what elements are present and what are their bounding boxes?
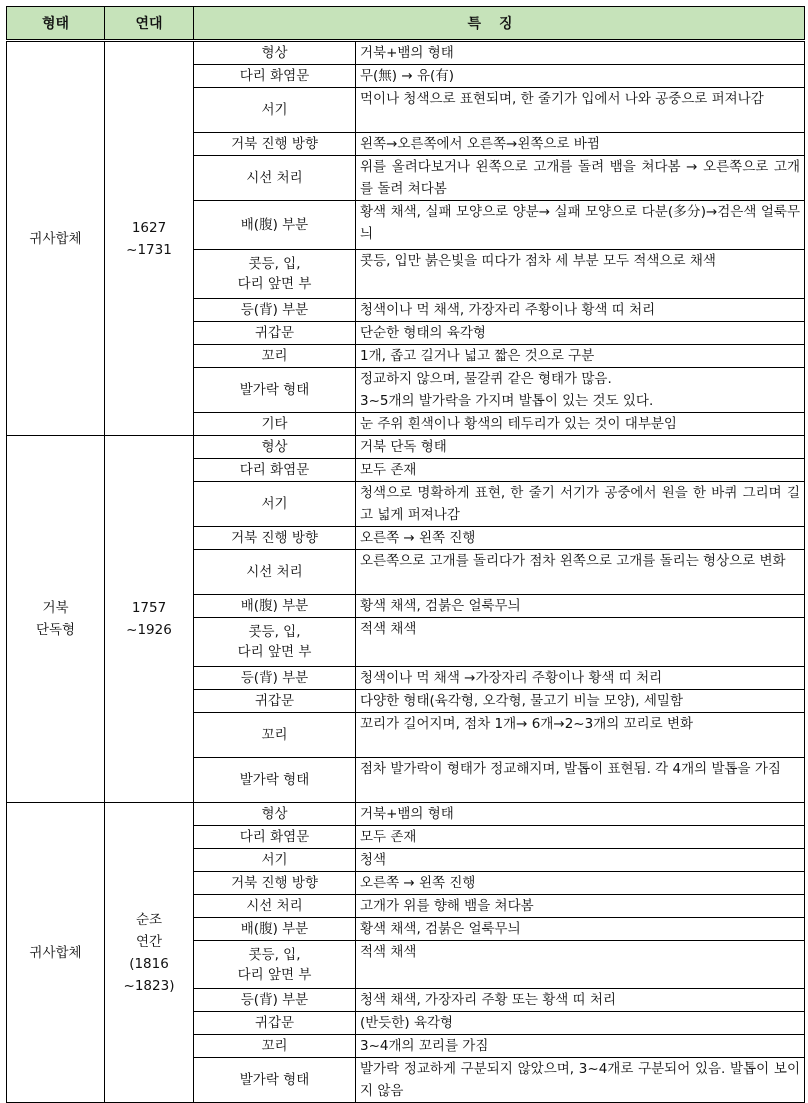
attribute-cell: 꼬리 [194, 713, 356, 758]
description-cell: 청색이나 먹 채색, 가장자리 주황이나 황색 띠 처리 [356, 299, 805, 322]
attribute-cell: 형상 [194, 803, 356, 826]
attribute-cell: 배(腹) 부분 [194, 201, 356, 250]
group-era-cell: 1627 ~1731 [105, 41, 194, 436]
table-row [7, 803, 805, 826]
description-cell: 눈 주위 흰색이나 황색의 테두리가 있는 것이 대부분임 [356, 413, 805, 436]
attribute-cell: 꼬리 [194, 345, 356, 368]
description-cell: 거북 단독 형태 [356, 436, 805, 459]
attribute-cell: 귀갑문 [194, 322, 356, 345]
characteristics-table [6, 6, 805, 1103]
description-cell: 적색 채색 [356, 618, 805, 667]
description-cell: 오른쪽으로 고개를 돌리다가 점차 왼쪽으로 고개를 돌리는 형상으로 변화 [356, 550, 805, 595]
description-cell: 청색 채색, 가장자리 주황 또는 황색 띠 처리 [356, 989, 805, 1012]
group-era-cell: 순조 연간 (1816 ~1823) [105, 803, 194, 1103]
attribute-cell: 다리 화염문 [194, 65, 356, 88]
description-cell: 점차 발가락이 형태가 정교해지며, 발톱이 표현됨. 각 4개의 발톱을 가짐 [356, 758, 805, 803]
attribute-cell: 배(腹) 부분 [194, 918, 356, 941]
description-cell: 오른쪽 → 왼쪽 진행 [356, 527, 805, 550]
description-cell: 단순한 형태의 육각형 [356, 322, 805, 345]
description-cell: 1개, 좁고 길거나 넓고 짧은 것으로 구분 [356, 345, 805, 368]
description-cell: 꼬리가 길어지며, 점차 1개→ 6개→2~3개의 꼬리로 변화 [356, 713, 805, 758]
attribute-cell: 시선 처리 [194, 550, 356, 595]
attribute-cell: 배(腹) 부분 [194, 595, 356, 618]
group-era-cell: 1757 ~1926 [105, 436, 194, 803]
attribute-cell: 등(背) 부분 [194, 667, 356, 690]
attribute-cell: 서기 [194, 849, 356, 872]
description-cell: 황색 채색, 검붉은 얼룩무늬 [356, 595, 805, 618]
description-cell: 거북+뱀의 형태 [356, 41, 805, 65]
attribute-cell: 귀갑문 [194, 1012, 356, 1035]
attribute-cell: 콧등, 입, 다리 앞면 부 [194, 618, 356, 667]
attribute-cell: 발가락 형태 [194, 1058, 356, 1103]
description-cell: 오른쪽 → 왼쪽 진행 [356, 872, 805, 895]
header-feature: 특징 [194, 7, 805, 41]
header-era: 연대 [105, 7, 194, 41]
attribute-cell: 시선 처리 [194, 895, 356, 918]
attribute-cell: 콧등, 입, 다리 앞면 부 [194, 941, 356, 989]
table-body [7, 41, 805, 1103]
attribute-cell: 꼬리 [194, 1035, 356, 1058]
attribute-cell: 발가락 형태 [194, 758, 356, 803]
description-cell: 위를 올려다보거나 왼쪽으로 고개를 돌려 뱀을 쳐다봄 → 오른쪽으로 고개를 돌려 쳐다봄 [356, 156, 805, 201]
description-cell: 발가락 정교하게 구분되지 않았으며, 3~4개로 구분되어 있음. 발톱이 보이지 않음 [356, 1058, 805, 1103]
attribute-cell: 거북 진행 방향 [194, 872, 356, 895]
attribute-cell: 귀갑문 [194, 690, 356, 713]
description-cell: 정교하지 않으며, 물갈퀴 같은 형태가 많음. 3~5개의 발가락을 가지며 발톱이 있는 것도 있다. [356, 368, 805, 413]
group-form-cell: 귀사합체 [7, 803, 105, 1103]
description-cell: 청색이나 먹 채색 →가장자리 주황이나 황색 띠 처리 [356, 667, 805, 690]
attribute-cell: 시선 처리 [194, 156, 356, 201]
description-cell: 3~4개의 꼬리를 가짐 [356, 1035, 805, 1058]
header-form: 형태 [7, 7, 105, 41]
attribute-cell: 다리 화염문 [194, 459, 356, 482]
description-cell: (반듯한) 육각형 [356, 1012, 805, 1035]
description-cell: 왼쪽→오른쪽에서 오른쪽→왼쪽으로 바뀜 [356, 133, 805, 156]
group-form-cell: 귀사합체 [7, 41, 105, 436]
attribute-cell: 발가락 형태 [194, 368, 356, 413]
description-cell: 적색 채색 [356, 941, 805, 989]
table-row [7, 436, 805, 459]
attribute-cell: 등(背) 부분 [194, 989, 356, 1012]
attribute-cell: 서기 [194, 88, 356, 133]
attribute-cell: 형상 [194, 41, 356, 65]
description-cell: 다양한 형태(육각형, 오각형, 물고기 비늘 모양), 세밀함 [356, 690, 805, 713]
description-cell: 고개가 위를 향해 뱀을 쳐다봄 [356, 895, 805, 918]
description-cell: 먹이나 청색으로 표현되며, 한 줄기가 입에서 나와 공중으로 퍼져나감 [356, 88, 805, 133]
description-cell: 거북+뱀의 형태 [356, 803, 805, 826]
attribute-cell: 형상 [194, 436, 356, 459]
attribute-cell: 콧등, 입, 다리 앞면 부 [194, 250, 356, 299]
attribute-cell: 거북 진행 방향 [194, 133, 356, 156]
table-row [7, 41, 805, 65]
description-cell: 모두 존재 [356, 459, 805, 482]
description-cell: 황색 채색, 검붉은 얼룩무늬 [356, 918, 805, 941]
description-cell: 청색으로 명확하게 표현, 한 줄기 서기가 공중에서 원을 한 바퀴 그리며 길고 넓게 퍼져나감 [356, 482, 805, 527]
attribute-cell: 다리 화염문 [194, 826, 356, 849]
description-cell: 무(無) → 유(有) [356, 65, 805, 88]
description-cell: 모두 존재 [356, 826, 805, 849]
group-form-cell: 거북 단독형 [7, 436, 105, 803]
header-row [7, 7, 805, 41]
attribute-cell: 기타 [194, 413, 356, 436]
attribute-cell: 등(背) 부분 [194, 299, 356, 322]
attribute-cell: 거북 진행 방향 [194, 527, 356, 550]
attribute-cell: 서기 [194, 482, 356, 527]
description-cell: 황색 채색, 실패 모양으로 양분→ 실패 모양으로 다분(多分)→검은색 얼룩무늬 [356, 201, 805, 250]
description-cell: 콧등, 입만 붉은빛을 띠다가 점차 세 부분 모두 적색으로 채색 [356, 250, 805, 299]
description-cell: 청색 [356, 849, 805, 872]
